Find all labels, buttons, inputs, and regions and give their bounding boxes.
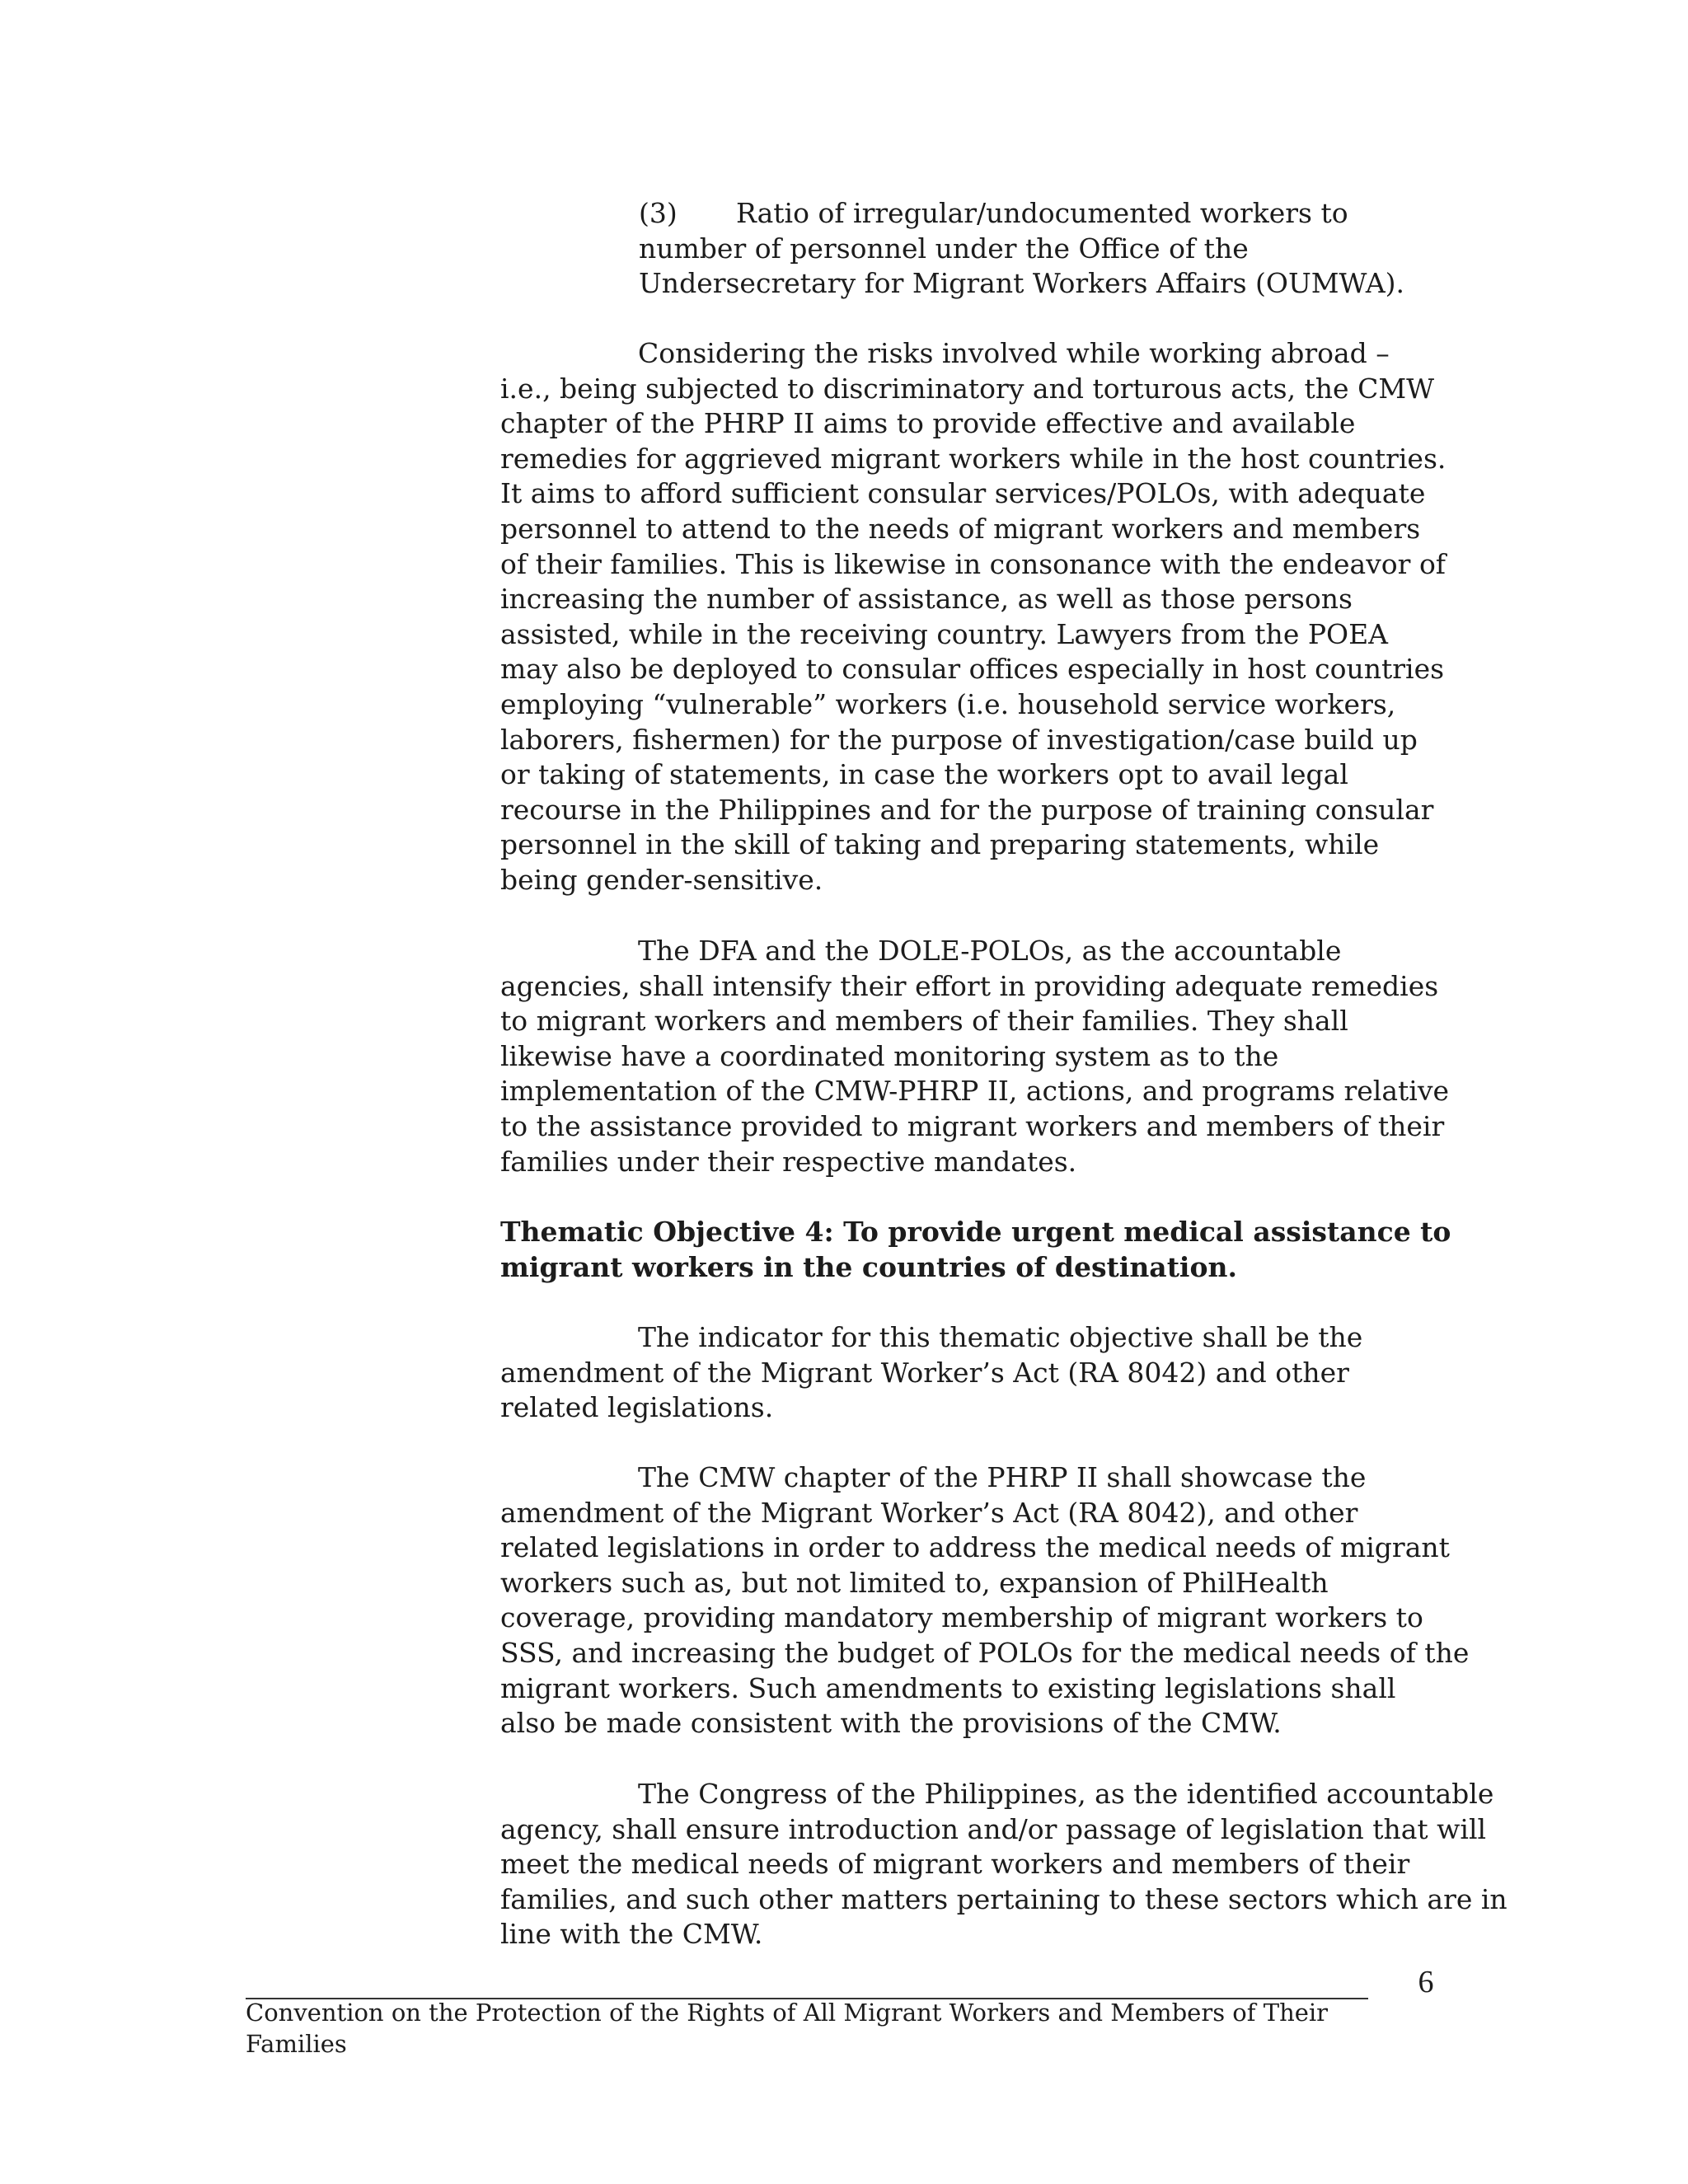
list-item-line: (3) Ratio of irregular/undocumented workers to [639, 196, 1381, 232]
paragraph-dfa-dole: The DFA and the DOLE-POLOs, as the accountable agencies, shall intensify their effort in providing adequate remedies to migrant workers and members of their families. They shall likewise have a coordinated monitoring system as to the implementation of the CMW-PHRP II, actions, and programs relative to the assistance provided to migrant workers and members of their families under their respective mandates. [500, 935, 1450, 1178]
section-heading: Thematic Objective 4: To provide urgent medical assistance to migrant workers in the countries of destination. [500, 1216, 1451, 1283]
list-item-line: Undersecretary for Migrant Workers Affairs (OUMWA). [639, 267, 1405, 300]
list-item-line: number of personnel under the Office of the [639, 232, 1249, 265]
list-item [639, 196, 1405, 302]
list-item-number: (3) [639, 197, 678, 229]
paragraph-risks: Considering the risks involved while working abroad – i.e., being subjected to discriminatory and torturous acts, the CMW chapter of the PHRP II aims to provide effective and available remedies for aggrieved migrant workers while in the host countries. It aims to afford sufficient consular services/POLOs, with adequate personnel to attend to the needs of migrant workers and members of their families. This is likewise in consonance with the endeavor of increasing the number of assistance, as well as those persons assisted, while in the receiving country. Lawyers from the POEA may also be deployed to consular offices especially in host countries employing “vulnerable” workers (i.e. household service workers, laborers, fishermen) for the purpose of investigation/case build up or taking of statements, in case the workers opt to avail legal recourse in the Philippines and for the purpose of training consular personnel in the skill of taking and preparing statements, while being gender-sensitive. [500, 337, 1447, 896]
footer-text: Convention on the Protection of the Rights of All Migrant Workers and Members of Their Families [246, 1999, 1329, 2058]
paragraph-indicator: The indicator for this thematic objective shall be the amendment of the Migrant Worker’s Act (RA 8042) and other related legislations. [500, 1321, 1363, 1424]
paragraph-congress: The Congress of the Philippines, as the identified accountable agency, shall ensure introduction and/or passage of legislation that will meet the medical needs of migrant workers and members of their families, and such other matters pertaining to these sectors which are in line with the CMW. [500, 1778, 1507, 1951]
paragraph-amendment: The CMW chapter of the PHRP II shall showcase the amendment of the Migrant Worker’s Act (RA 8042), and other related legislations in order to address the medical needs of migrant workers such as, but not limited to, expansion of PhilHealth coverage, providing mandatory membership of migrant workers to SSS, and increasing the budget of POLOs for the medical needs of the migrant workers. Such amendments to existing legislations shall also be made consistent with the provisions of the CMW. [500, 1461, 1470, 1740]
page-number: 6 [1418, 1965, 1434, 1999]
